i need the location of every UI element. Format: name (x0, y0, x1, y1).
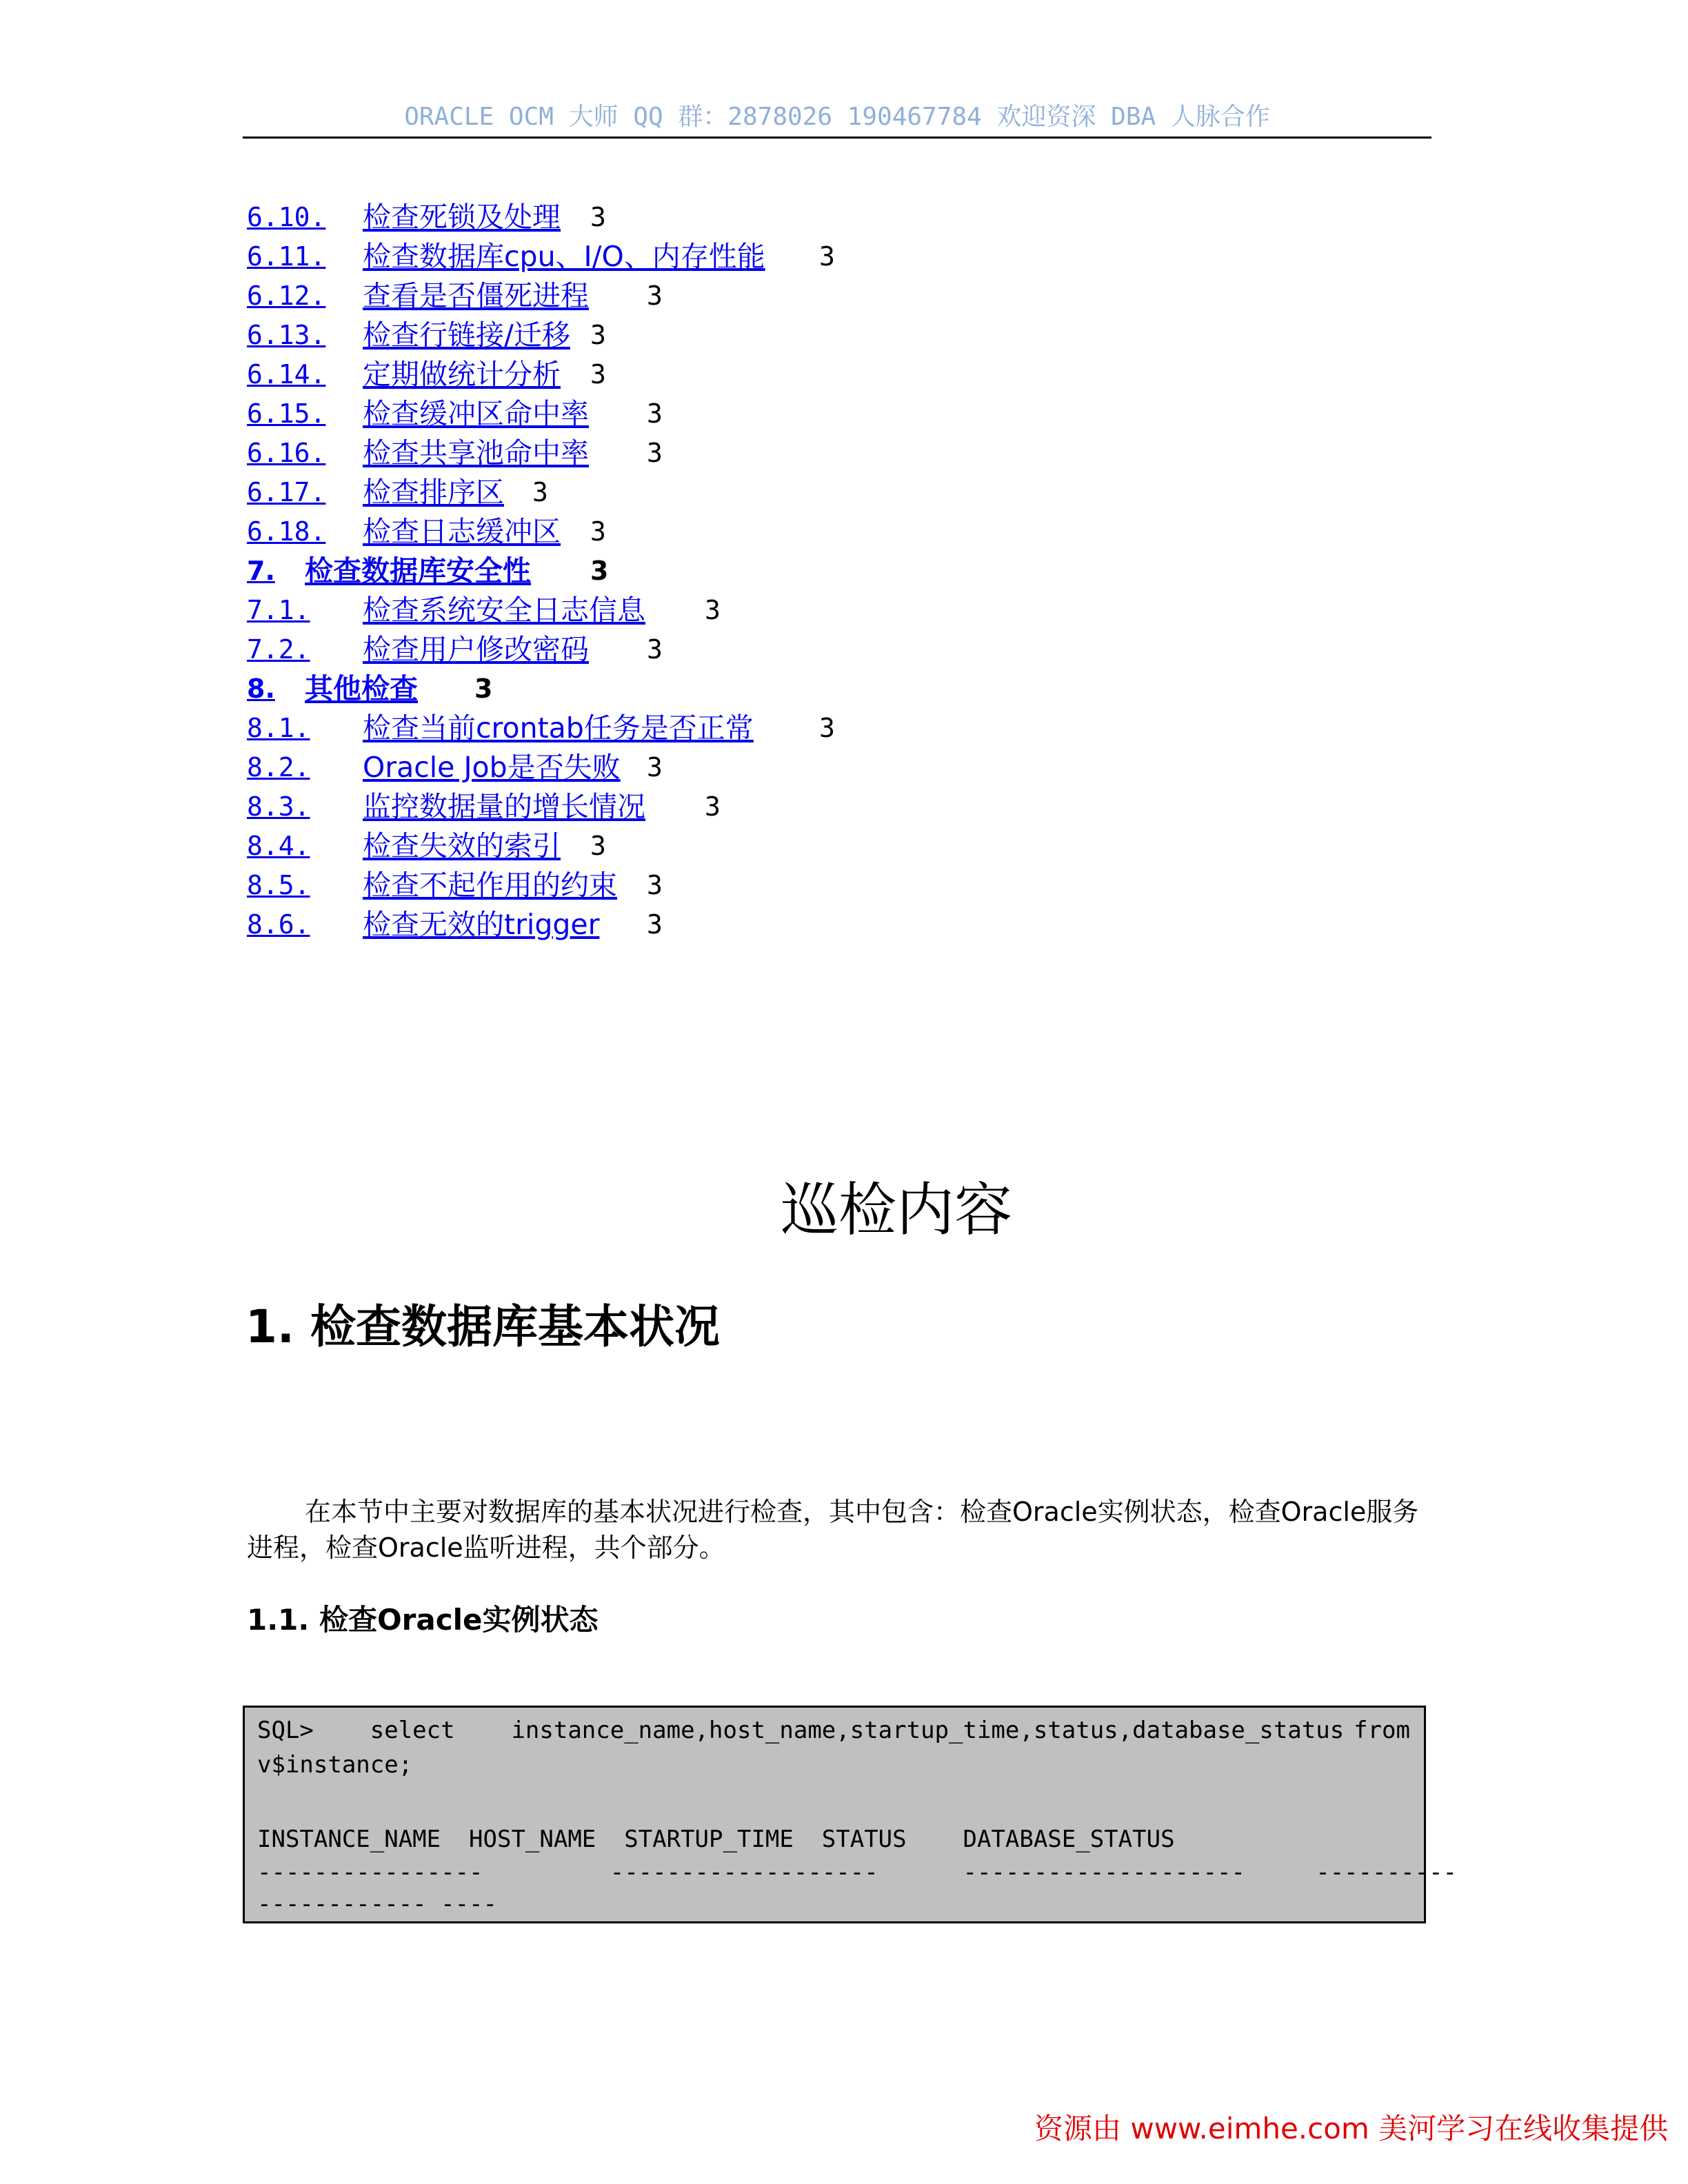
toc-number[interactable]: 7. (247, 556, 275, 586)
toc-number[interactable]: 8.2. (247, 752, 310, 782)
code-line-end: from (1354, 1717, 1410, 1744)
toc-title[interactable]: 检查数据库cpu、I/O、内存性能 (363, 240, 765, 273)
toc-entry[interactable] (247, 355, 1281, 394)
toc-number[interactable]: 8.4. (247, 831, 310, 861)
toc-number[interactable]: 8.6. (247, 909, 310, 940)
section-paragraph: 在本节中主要对数据库的基本状况进行检查，其中包含：检查Oracle实例状态，检查Oracle服务进程，检查Oracle监听进程，共个部分。 (247, 1497, 1419, 1563)
toc-title[interactable]: 检查排序区 (363, 476, 504, 509)
toc-entry[interactable] (247, 434, 1281, 473)
toc-entry[interactable] (247, 198, 1281, 237)
toc-page: 3 (590, 359, 606, 390)
toc-page: 3 (705, 595, 721, 625)
toc-page: 3 (647, 752, 663, 782)
toc-title[interactable]: 检查行链接/迁移 (363, 318, 570, 352)
toc-entry[interactable] (247, 787, 1281, 827)
toc-page: 3 (647, 398, 663, 429)
toc-title[interactable]: 其他检查 (305, 672, 418, 705)
toc-title[interactable]: 定期做统计分析 (363, 358, 561, 391)
toc-number[interactable]: 7.1. (247, 595, 310, 625)
toc-page: 3 (819, 713, 835, 743)
toc-title[interactable]: 检查死锁及处理 (363, 201, 561, 234)
toc-page: 3 (647, 909, 663, 940)
footer-watermark: 资源由 www.eimhe.com 美河学习在线收集提供 (1034, 2112, 1669, 2145)
toc-page: 3 (705, 791, 721, 822)
toc-number[interactable]: 8.3. (247, 791, 310, 822)
toc-page: 3 (590, 320, 606, 350)
toc-entry[interactable] (247, 827, 1281, 866)
toc-page: 3 (647, 281, 663, 311)
toc-entry[interactable] (247, 709, 1281, 748)
toc-entry[interactable] (247, 473, 1281, 512)
page-header: ORACLE OCM 大师 QQ 群：2878026 190467784 欢迎资深 DBA 人脉合作 (404, 103, 1270, 131)
toc-entry[interactable] (247, 905, 1281, 944)
toc-entry[interactable] (247, 316, 1281, 355)
toc-title[interactable]: Oracle Job是否失败 (363, 751, 621, 784)
toc-title[interactable]: 检查系统安全日志信息 (363, 594, 645, 627)
toc-page: 3 (819, 241, 835, 272)
toc-title[interactable]: 检查缓冲区命中率 (363, 397, 589, 430)
toc-number[interactable]: 8.1. (247, 713, 310, 743)
subsection-heading: 1.1. 检查Oracle实例状态 (247, 1603, 599, 1637)
toc-number[interactable]: 6.11. (247, 241, 326, 272)
toc-page: 3 (474, 674, 493, 704)
toc-entry[interactable] (247, 866, 1281, 905)
main-title: 巡检内容 (780, 1176, 1012, 1244)
toc-number[interactable]: 6.18. (247, 516, 326, 547)
toc-entry[interactable] (247, 394, 1281, 434)
toc-number[interactable]: 6.13. (247, 320, 326, 350)
toc-entry[interactable] (247, 552, 1281, 591)
toc-page: 3 (590, 556, 609, 586)
toc-number[interactable]: 8.5. (247, 870, 310, 900)
toc-title[interactable]: 检查无效的trigger (363, 908, 600, 941)
toc-page: 3 (647, 438, 663, 468)
toc-title[interactable]: 检查用户修改密码 (363, 633, 589, 666)
toc-title[interactable]: 检查不起作用的约束 (363, 869, 617, 902)
toc-entry[interactable] (247, 748, 1281, 787)
toc-page: 3 (532, 477, 548, 507)
toc-entry[interactable] (247, 237, 1281, 276)
toc-number[interactable]: 8. (247, 674, 275, 704)
toc-page: 3 (590, 516, 606, 547)
toc-number[interactable]: 6.17. (247, 477, 326, 507)
toc-page: 3 (647, 870, 663, 900)
table-of-contents (247, 198, 1281, 944)
toc-number[interactable]: 6.15. (247, 398, 326, 429)
code-line: v$instance; (257, 1751, 413, 1779)
toc-page: 3 (590, 831, 606, 861)
toc-number[interactable]: 6.12. (247, 281, 326, 311)
toc-number[interactable]: 6.16. (247, 438, 326, 468)
toc-title[interactable]: 监控数据量的增长情况 (363, 790, 645, 823)
toc-entry[interactable] (247, 591, 1281, 630)
toc-entry[interactable] (247, 669, 1281, 709)
sql-code-block (243, 1706, 1457, 1923)
toc-title[interactable]: 检查失效的索引 (363, 829, 561, 862)
code-line: ---------------- ------------------- -------------------- ---------- (257, 1859, 1457, 1886)
header-divider (243, 136, 1431, 139)
toc-entry[interactable] (247, 512, 1281, 552)
toc-title[interactable]: 检查共享池命中率 (363, 436, 589, 469)
code-line: INSTANCE_NAME HOST_NAME STARTUP_TIME STATUS DATABASE_STATUS (257, 1826, 1175, 1853)
toc-entry[interactable] (247, 630, 1281, 669)
toc-number[interactable]: 6.10. (247, 202, 326, 232)
toc-entry[interactable] (247, 276, 1281, 316)
code-line: SQL> select instance_name,host_name,startup_time,status,database_status (257, 1717, 1345, 1744)
toc-page: 3 (647, 634, 663, 665)
toc-title[interactable]: 检查日志缓冲区 (363, 515, 561, 548)
toc-page: 3 (590, 202, 606, 232)
toc-title[interactable]: 查看是否僵死进程 (363, 279, 589, 312)
toc-number[interactable]: 6.14. (247, 359, 326, 390)
toc-title[interactable]: 检查当前crontab任务是否正常 (363, 711, 754, 745)
code-line: ------------ ---- (257, 1890, 497, 1918)
toc-number[interactable]: 7.2. (247, 634, 310, 665)
toc-title[interactable]: 检查数据库安全性 (305, 554, 531, 587)
section-heading: 1. 检查数据库基本状况 (245, 1300, 720, 1353)
